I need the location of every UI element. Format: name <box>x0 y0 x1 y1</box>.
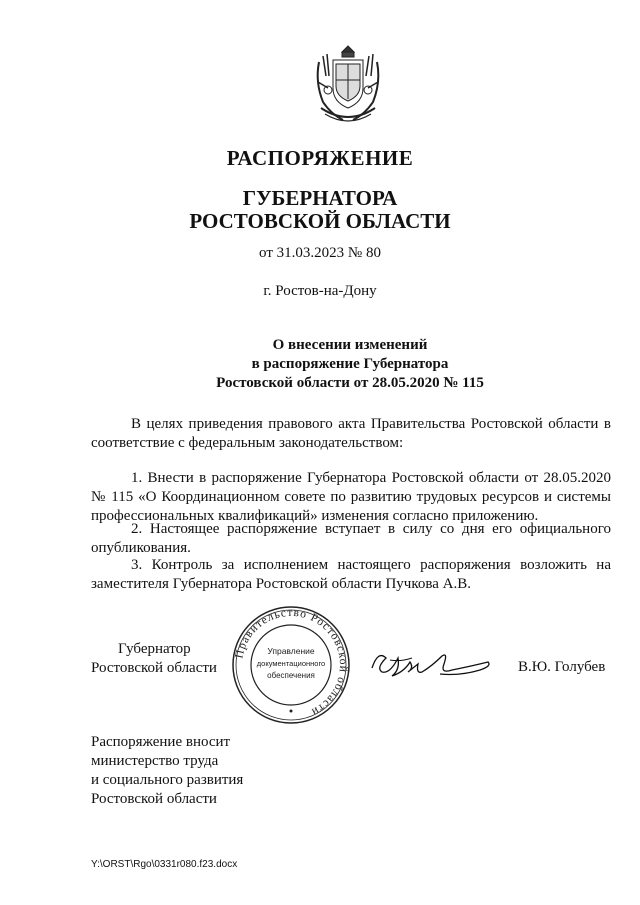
official-stamp <box>231 605 351 725</box>
heading-line-1: О внесении изменений <box>272 337 428 353</box>
submitting-ministry <box>91 733 243 809</box>
signer-position <box>91 640 217 678</box>
signer-position-line-1: Губернатор <box>118 641 191 657</box>
handwritten-signature <box>366 642 496 687</box>
item-3-paragraph: 3. Контроль за исполнением настоящего распоряжения возложить на заместителя Губернатора Ростовской области Пучкова А.В. <box>91 557 611 592</box>
signer-name: В.Ю. Голубев <box>518 659 606 675</box>
heading-line-2: в распоряжение Губернатора <box>251 356 449 372</box>
stamp-inner-line-3: обеспечения <box>267 671 315 680</box>
date-number: от 31.03.2023 № 80 <box>259 245 381 261</box>
heading-line-3: Ростовской области от 28.05.2020 № 115 <box>216 375 484 391</box>
ministry-line-1: Распоряжение вносит <box>91 734 231 750</box>
issuer-line-1: ГУБЕРНАТОРА <box>242 186 398 210</box>
file-path: Y:\ORST\Rgo\0331r080.f23.docx <box>91 859 238 870</box>
place: г. Ростов-на-Дону <box>263 283 377 299</box>
ministry-line-4: Ростовской области <box>91 791 217 807</box>
issuer-line-2: РОСТОВСКОЙ ОБЛАСТИ <box>189 209 451 233</box>
document-title: РАСПОРЯЖЕНИЕ <box>226 146 414 170</box>
ministry-line-3: и социального развития <box>91 772 244 788</box>
coat-of-arms-emblem <box>313 42 383 128</box>
stamp-inner-line-2: документационного <box>256 659 326 668</box>
signer-position-line-2: Ростовской области <box>91 660 217 676</box>
stamp-outer-text: Правительство Ростовской области <box>233 606 350 719</box>
item-1-paragraph: 1. Внести в распоряжение Губернатора Ростовской области от 28.05.2020 № 115 «О Координационном совете по развитию трудовых ресурсов и системы профессиональных квалификаций» изменения согласно приложению. <box>91 470 611 524</box>
ministry-line-2: министерство труда <box>91 753 219 769</box>
item-2-paragraph: 2. Настоящее распоряжение вступает в силу со дня его официального опубликования. <box>91 521 611 556</box>
stamp-inner-line-1: Управление <box>267 646 315 656</box>
preamble-paragraph: В целях приведения правового акта Правительства Ростовской области в соответствие с федеральным законодательством: <box>91 416 611 451</box>
